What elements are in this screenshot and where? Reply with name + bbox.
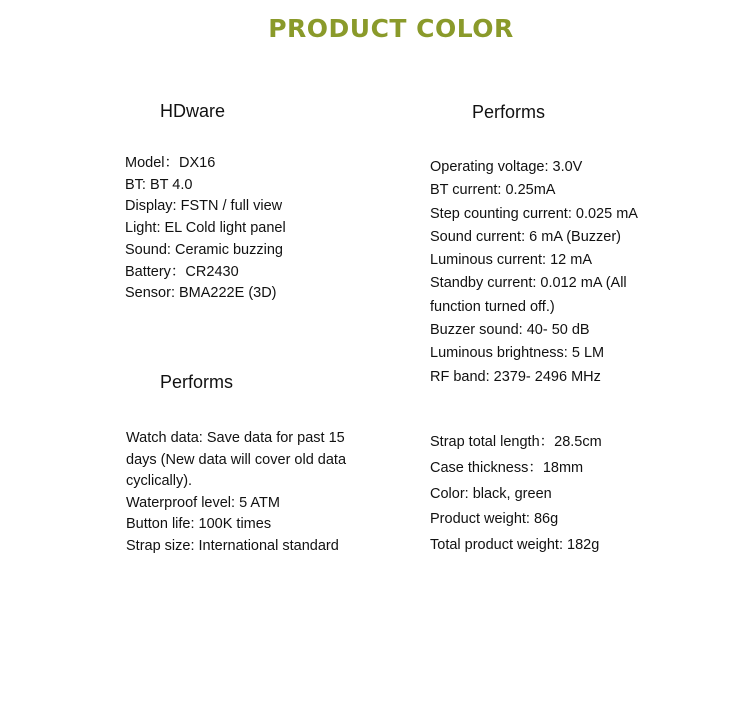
spec-operating-voltage: Operating voltage: 3.0V (430, 159, 583, 175)
spec-case-thickness: Case thickness：18mm (430, 459, 584, 476)
spec-sound-current: Sound current: 6 mA (Buzzer) (430, 228, 621, 245)
spec-rf-band: RF band: 2379- 2496 MHz (430, 368, 601, 385)
spec-sensor: Sensor: BMA222E (3D) (125, 285, 277, 302)
spec-bt-current: BT current: 0.25mA (430, 182, 556, 199)
performs-right-heading: Performs (472, 102, 546, 122)
spec-bt: BT: BT 4.0 (125, 176, 193, 193)
spec-step-counting-current: Step counting current: 0.025 mA (430, 205, 638, 222)
spec-standby-current: Standby current: 0.012 mA (All (430, 275, 627, 292)
hdware-spec-list (125, 153, 286, 305)
spec-waterproof-level: Waterproof level: 5 ATM (126, 494, 280, 511)
spec-strap-size: Strap size: International standard (126, 537, 339, 554)
performs-left-spec-list (126, 428, 376, 557)
spec-watch-data: Watch data: Save data for past 15 days (New data will cover old data cyclically). (126, 430, 347, 489)
spec-total-product-weight: Total product weight: 182g (430, 537, 600, 554)
spec-battery: Battery：CR2430 (125, 263, 239, 280)
spec-display: Display: FSTN / full view (125, 198, 283, 215)
performs-right-spec-list (430, 156, 638, 389)
spec-color: Color: black, green (430, 485, 552, 502)
performs-left-heading: Performs (160, 372, 234, 392)
spec-product-weight: Product weight: 86g (430, 511, 559, 528)
spec-sound: Sound: Ceramic buzzing (125, 241, 283, 258)
spec-button-life: Button life: 100K times (126, 516, 272, 532)
strap-spec-list (430, 430, 602, 559)
spec-buzzer-sound: Buzzer sound: 40- 50 dB (430, 322, 590, 339)
spec-luminous-brightness: Luminous brightness: 5 LM (430, 345, 605, 362)
spec-strap-total-length: Strap total length：28.5cm (430, 434, 602, 450)
spec-model: Model：DX16 (125, 155, 216, 171)
hdware-heading: HDware (160, 101, 226, 121)
spec-light: Light: EL Cold light panel (125, 220, 286, 237)
page-title: PRODUCT COLOR (268, 14, 514, 43)
spec-standby-current-cont: function turned off.) (430, 298, 555, 315)
spec-luminous-current: Luminous current: 12 mA (430, 252, 592, 269)
